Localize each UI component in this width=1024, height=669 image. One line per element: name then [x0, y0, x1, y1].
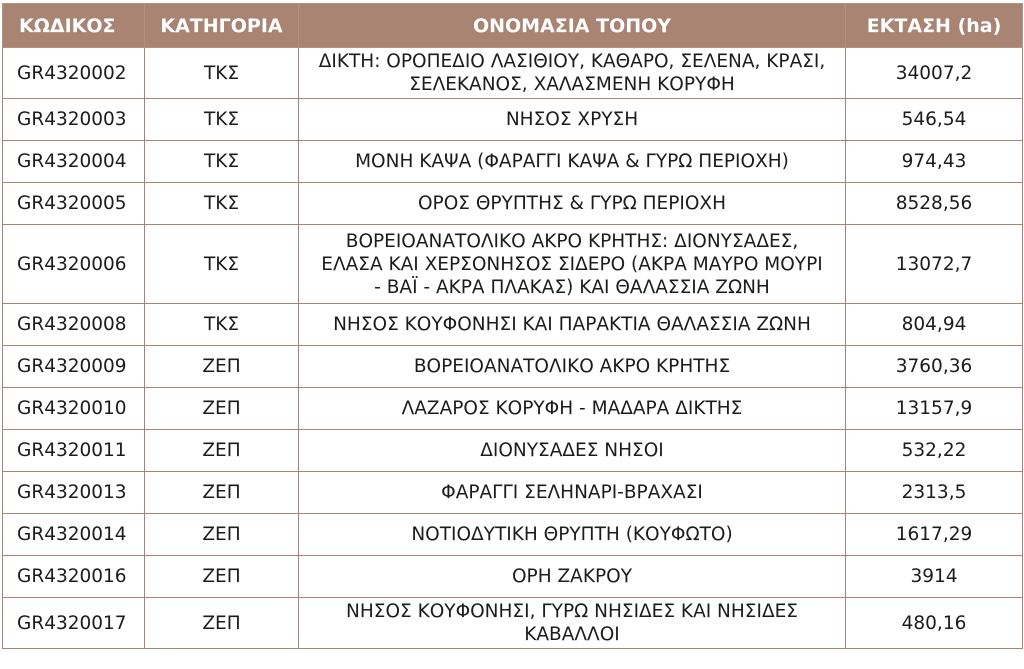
cell-category: ΖΕΠ — [145, 514, 299, 556]
cell-area: 3914 — [846, 556, 1023, 598]
cell-name: ΝΗΣΟΣ ΧΡΥΣΗ — [299, 99, 846, 141]
cell-area: 13072,7 — [846, 225, 1023, 304]
table-row — [3, 304, 1023, 346]
cell-code: GR4320006 — [3, 225, 145, 304]
table-row — [3, 346, 1023, 388]
cell-name: ΟΡΗ ΖΑΚΡΟΥ — [299, 556, 846, 598]
cell-area: 480,16 — [846, 598, 1023, 649]
table-row — [3, 472, 1023, 514]
cell-category: ΤΚΣ — [145, 48, 299, 99]
cell-category: ΖΕΠ — [145, 472, 299, 514]
cell-code: GR4320002 — [3, 48, 145, 99]
cell-code: GR4320013 — [3, 472, 145, 514]
cell-category: ΖΕΠ — [145, 346, 299, 388]
cell-name: ΔΙΚΤΗ: ΟΡΟΠΕΔΙΟ ΛΑΣΙΘΙΟΥ, ΚΑΘΑΡΟ, ΣΕΛΕΝΑ, ΚΡΑΣΙ, ΣΕΛΕΚΑΝΟΣ, ΧΑΛΑΣΜΕΝΗ ΚΟΡΥΦΗ — [299, 48, 846, 99]
cell-code: GR4320009 — [3, 346, 145, 388]
table-row — [3, 225, 1023, 304]
cell-area: 532,22 — [846, 430, 1023, 472]
header-row — [3, 4, 1023, 48]
cell-code: GR4320003 — [3, 99, 145, 141]
table-row — [3, 514, 1023, 556]
cell-area: 13157,9 — [846, 388, 1023, 430]
header-area: ΕΚΤΑΣΗ (ha) — [846, 4, 1023, 48]
cell-code: GR4320010 — [3, 388, 145, 430]
cell-category: ΖΕΠ — [145, 598, 299, 649]
cell-name: ΝΗΣΟΣ ΚΟΥΦΟΝΗΣΙ ΚΑΙ ΠΑΡΑΚΤΙΑ ΘΑΛΑΣΣΙΑ ΖΩΝΗ — [299, 304, 846, 346]
cell-category: ΖΕΠ — [145, 556, 299, 598]
cell-code: GR4320014 — [3, 514, 145, 556]
cell-category: ΖΕΠ — [145, 430, 299, 472]
cell-code: GR4320008 — [3, 304, 145, 346]
table-row — [3, 99, 1023, 141]
cell-area: 2313,5 — [846, 472, 1023, 514]
cell-category: ΤΚΣ — [145, 99, 299, 141]
header-name: ΟΝΟΜΑΣΙΑ ΤΟΠΟΥ — [299, 4, 846, 48]
table-row — [3, 388, 1023, 430]
table-row — [3, 48, 1023, 99]
cell-name: ΝΗΣΟΣ ΚΟΥΦΟΝΗΣΙ, ΓΥΡΩ ΝΗΣΙΔΕΣ ΚΑΙ ΝΗΣΙΔΕΣ ΚΑΒΑΛΛΟΙ — [299, 598, 846, 649]
cell-category: ΤΚΣ — [145, 183, 299, 225]
protected-areas-table — [2, 3, 1023, 649]
table-body — [3, 48, 1023, 649]
cell-area: 804,94 — [846, 304, 1023, 346]
cell-code: GR4320005 — [3, 183, 145, 225]
cell-code: GR4320004 — [3, 141, 145, 183]
cell-code: GR4320017 — [3, 598, 145, 649]
header-category: ΚΑΤΗΓΟΡΙΑ — [145, 4, 299, 48]
cell-code: GR4320016 — [3, 556, 145, 598]
cell-category: ΤΚΣ — [145, 141, 299, 183]
cell-area: 546,54 — [846, 99, 1023, 141]
cell-name: ΜΟΝΗ ΚΑΨΑ (ΦΑΡΑΓΓΙ ΚΑΨΑ & ΓΥΡΩ ΠΕΡΙΟΧΗ) — [299, 141, 846, 183]
cell-name: ΔΙΟΝΥΣΑΔΕΣ ΝΗΣΟΙ — [299, 430, 846, 472]
table-row — [3, 430, 1023, 472]
header-code: ΚΩΔΙΚΟΣ — [3, 4, 145, 48]
cell-area: 974,43 — [846, 141, 1023, 183]
table-header — [3, 4, 1023, 48]
cell-name: ΒΟΡΕΙΟΑΝΑΤΟΛΙΚΟ ΑΚΡΟ ΚΡΗΤΗΣ — [299, 346, 846, 388]
cell-name: ΛΑΖΑΡΟΣ ΚΟΡΥΦΗ - ΜΑΔΑΡΑ ΔΙΚΤΗΣ — [299, 388, 846, 430]
cell-area: 3760,36 — [846, 346, 1023, 388]
cell-code: GR4320011 — [3, 430, 145, 472]
cell-name: ΒΟΡΕΙΟΑΝΑΤΟΛΙΚΟ ΑΚΡΟ ΚΡΗΤΗΣ: ΔΙΟΝΥΣΑΔΕΣ, ΕΛΑΣΑ ΚΑΙ ΧΕΡΣΟΝΗΣΟΣ ΣΙΔΕΡΟ (ΑΚΡΑ ΜΑΥΡΟ ΜΟΥΡΙ - ΒΑΪ - ΑΚΡΑ ΠΛΑΚΑΣ) ΚΑΙ ΘΑΛΑΣΣΙΑ ΖΩΝΗ — [299, 225, 846, 304]
cell-area: 8528,56 — [846, 183, 1023, 225]
table-row — [3, 183, 1023, 225]
cell-category: ΤΚΣ — [145, 225, 299, 304]
cell-category: ΖΕΠ — [145, 388, 299, 430]
cell-name: ΝΟΤΙΟΔΥΤΙΚΗ ΘΡΥΠΤΗ (ΚΟΥΦΩΤΟ) — [299, 514, 846, 556]
cell-name: ΟΡΟΣ ΘΡΥΠΤΗΣ & ΓΥΡΩ ΠΕΡΙΟΧΗ — [299, 183, 846, 225]
table-row — [3, 556, 1023, 598]
cell-area: 34007,2 — [846, 48, 1023, 99]
table-row — [3, 598, 1023, 649]
cell-category: ΤΚΣ — [145, 304, 299, 346]
table-row — [3, 141, 1023, 183]
cell-name: ΦΑΡΑΓΓΙ ΣΕΛΗΝΑΡΙ-ΒΡΑΧΑΣΙ — [299, 472, 846, 514]
cell-area: 1617,29 — [846, 514, 1023, 556]
